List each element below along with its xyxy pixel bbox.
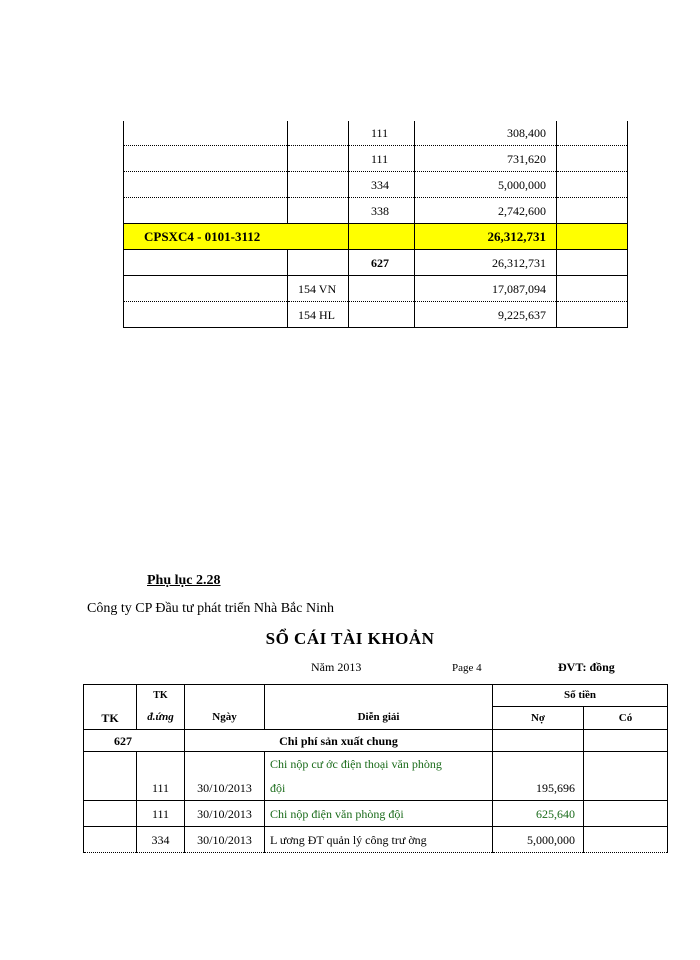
- cell-credit: [584, 801, 668, 827]
- table-row: [84, 827, 668, 853]
- allocation-amount: 9,225,637: [415, 302, 557, 328]
- cell-account: 111: [349, 146, 415, 172]
- cell-account: 334: [349, 172, 415, 198]
- cell-desc: Chi nộp cư ớc điện thoại văn phòng: [265, 752, 493, 776]
- cell-tk: [84, 827, 137, 853]
- cell-debit: 5,000,000: [493, 827, 584, 853]
- cell-sub: [288, 172, 349, 198]
- allocation-row: [124, 276, 628, 302]
- cell-amount: 308,400: [415, 121, 557, 146]
- total-row: [124, 250, 628, 276]
- cell-label: [124, 198, 288, 224]
- cell-empty: [124, 276, 288, 302]
- col-tk-top: [84, 685, 137, 707]
- table-row: [84, 776, 668, 801]
- cell-empty: [557, 302, 628, 328]
- cell-label: [124, 121, 288, 146]
- col-credit: Có: [584, 707, 668, 730]
- cell-empty: [557, 250, 628, 276]
- cell-empty: [493, 752, 584, 776]
- table-row: [124, 198, 628, 224]
- header-row: [84, 707, 668, 730]
- appendix-title: Phụ lục 2.28: [147, 573, 221, 588]
- cell-empty: [557, 276, 628, 302]
- table-row: [124, 121, 628, 146]
- allocation-amount: 17,087,094: [415, 276, 557, 302]
- col-desc-top: [265, 685, 493, 707]
- page-number: Page 4: [452, 662, 482, 674]
- col-debit: Nợ: [493, 707, 584, 730]
- table-row: [84, 752, 668, 776]
- cell-empty: [124, 302, 288, 328]
- allocation-account: 154 HL: [288, 302, 349, 328]
- year-label: Năm 2013: [311, 660, 362, 674]
- cell-credit: [584, 827, 668, 853]
- cell-empty: [584, 752, 668, 776]
- total-account: 627: [349, 250, 415, 276]
- cell-empty: [137, 752, 185, 776]
- col-tk: TK: [84, 707, 137, 730]
- cell-amount: 731,620: [415, 146, 557, 172]
- cell-empty: [124, 250, 288, 276]
- cell-account: 111: [349, 121, 415, 146]
- col-date: Ngày: [185, 707, 265, 730]
- cell-sub: [288, 198, 349, 224]
- general-ledger-table: [83, 684, 668, 853]
- cell-desc: đội: [265, 776, 493, 801]
- cell-tk-du: 334: [137, 827, 185, 853]
- table-row: [124, 146, 628, 172]
- cell-sub: [288, 146, 349, 172]
- cell-tk-du: 111: [137, 801, 185, 827]
- col-desc: Diễn giải: [265, 707, 493, 730]
- col-date-top: [185, 685, 265, 707]
- cell-debit: 625,640: [493, 801, 584, 827]
- cell-empty: [557, 198, 628, 224]
- cell-empty: [557, 121, 628, 146]
- cell-date: 30/10/2013: [185, 776, 265, 801]
- header-row: [84, 685, 668, 707]
- highlight-row: [124, 224, 628, 250]
- highlight-amount: 26,312,731: [415, 224, 557, 250]
- col-tk-du-top: TK: [137, 685, 185, 707]
- cell-empty: [349, 224, 415, 250]
- cell-empty: [557, 146, 628, 172]
- cell-desc: Chi nộp điện văn phòng đội: [265, 801, 493, 827]
- cell-account: 338: [349, 198, 415, 224]
- cell-empty: [84, 752, 137, 776]
- cell-empty: [349, 276, 415, 302]
- cell-empty: [557, 172, 628, 198]
- col-amount-group: Số tiền: [493, 685, 668, 707]
- cell-empty: [288, 250, 349, 276]
- cost-allocation-table: [123, 121, 628, 328]
- section-row: [84, 730, 668, 752]
- highlight-label: CPSXC4 - 0101-3112: [124, 224, 349, 250]
- cell-empty: [185, 752, 265, 776]
- section-account: 627: [84, 730, 185, 752]
- cell-credit: [584, 776, 668, 801]
- cell-tk: [84, 801, 137, 827]
- cell-sub: [288, 121, 349, 146]
- cell-empty: [349, 302, 415, 328]
- allocation-row: [124, 302, 628, 328]
- cell-date: 30/10/2013: [185, 801, 265, 827]
- cell-debit: 195,696: [493, 776, 584, 801]
- section-name: Chi phí sản xuất chung: [185, 730, 493, 752]
- cell-tk-du: 111: [137, 776, 185, 801]
- cell-empty: [493, 730, 584, 752]
- cell-desc: L ương ĐT quản lý công trư ờng: [265, 827, 493, 853]
- page-title: SỔ CÁI TÀI KHOẢN: [265, 629, 435, 648]
- cell-empty: [584, 730, 668, 752]
- col-tk-du: đ.ứng: [137, 707, 185, 730]
- table-row: [124, 172, 628, 198]
- allocation-account: 154 VN: [288, 276, 349, 302]
- company-name: Công ty CP Đầu tư phát triển Nhà Bắc Ninh: [87, 601, 334, 616]
- cell-tk: [84, 776, 137, 801]
- cell-label: [124, 172, 288, 198]
- currency-unit: ĐVT: đồng: [558, 660, 615, 674]
- cell-date: 30/10/2013: [185, 827, 265, 853]
- cell-empty: [557, 224, 628, 250]
- cell-amount: 2,742,600: [415, 198, 557, 224]
- table-row: [84, 801, 668, 827]
- total-amount: 26,312,731: [415, 250, 557, 276]
- cell-label: [124, 146, 288, 172]
- cell-amount: 5,000,000: [415, 172, 557, 198]
